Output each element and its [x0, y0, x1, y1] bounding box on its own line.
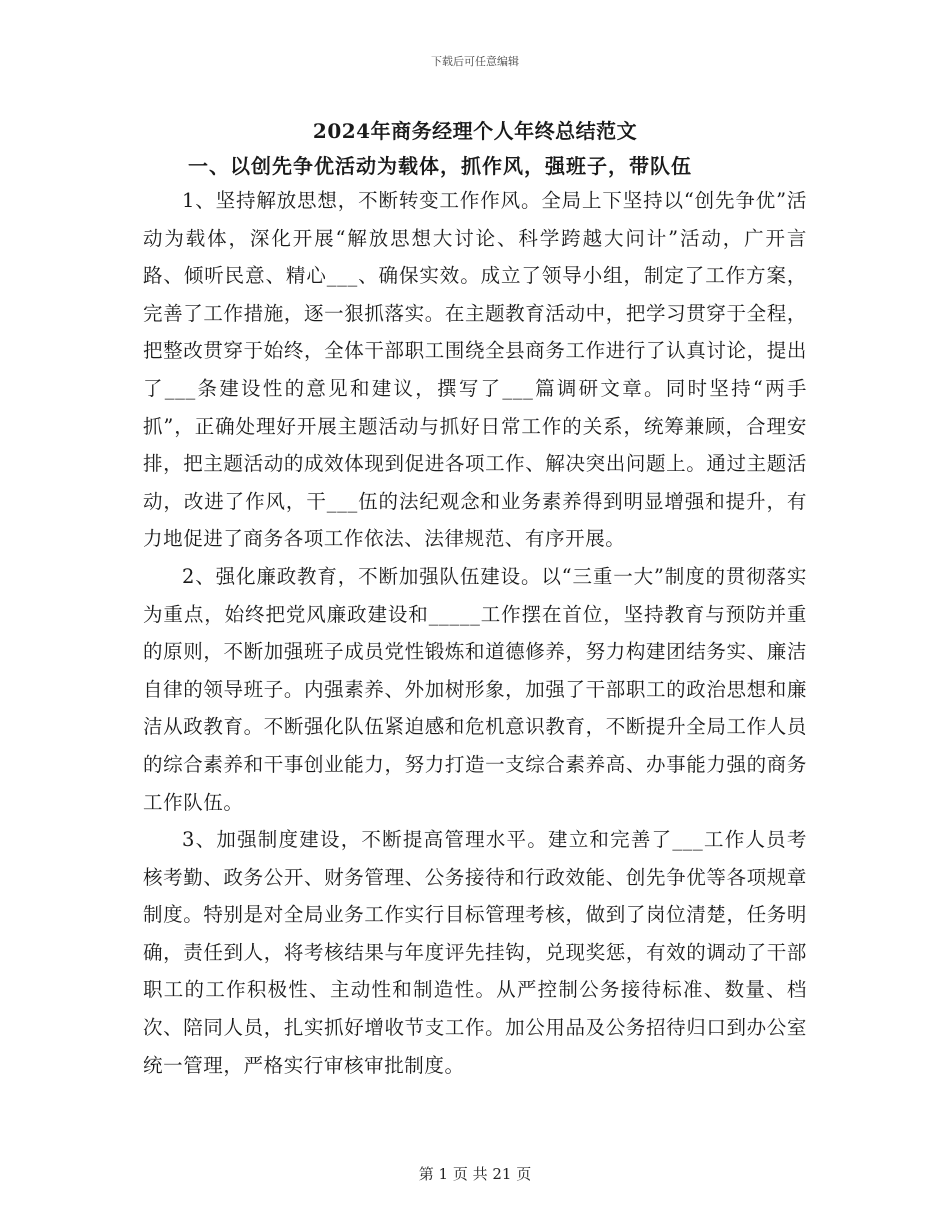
section-heading: 一、以创先争优活动为载体，抓作风，强班子，带队伍 — [188, 154, 692, 178]
paragraph-3: 3、加强制度建设，不断提高管理水平。建立和完善了___工作人员考核考勤、政务公开、财务管理、公务接待和行政效能、创先争优等各项规章制度。特别是对全局业务工作实行目标管理考核，做到了岗位清楚，任务明确，责任到人，将考核结果与年度评先挂钩，兑现奖惩，有效的调动了干部职工的工作积极性、主动性和制造性。从严控制公务接待标准、数量、档次、陪同人员，扎实抓好增收节支工作。加公用品及公务招待归口到办公室统一管理，严格实行审核审批制度。 — [143, 828, 807, 1077]
document-body — [143, 182, 807, 1084]
download-note: 下载后可任意编辑 — [431, 55, 519, 68]
paragraph-1: 1、坚持解放思想，不断转变工作作风。全局上下坚持以“创先争优”活动为载体，深化开展“解放思想大讨论、科学跨越大问计”活动，广开言路、倾听民意、精心___、确保实效。成立了领导小组，制定了工作方案，完善了工作措施，逐一狠抓落实。在主题教育活动中，把学习贯穿于全程，把整改贯穿于始终，全体干部职工围绕全县商务工作进行了认真讨论，提出了___条建设性的意见和建议，撰写了___篇调研文章。同时坚持“两手抓”，正确处理好开展主题活动与抓好日常工作的关系，统筹兼顾，合理安排，把主题活动的成效体现到促进各项工作、解决突出问题上。通过主题活动，改进了作风，干___伍的法纪观念和业务素养得到明显增强和提升，有力地促进了商务各项工作依法、法律规范、有序开展。 — [143, 189, 807, 551]
document-title: 2024年商务经理个人年终总结范文 — [312, 119, 638, 143]
page-number: 第 1 页 共 21 页 — [418, 1165, 532, 1183]
paragraph-2: 2、强化廉政教育，不断加强队伍建设。以“三重一大”制度的贯彻落实为重点，始终把党风廉政建设和_____工作摆在首位，坚持教育与预防并重的原则，不断加强班子成员党性锻炼和道德修养，努力构建团结务实、廉洁自律的领导班子。内强素养、外加树形象，加强了干部职工的政治思想和廉洁从政教育。不断强化队伍紧迫感和危机意识教育，不断提升全局工作人员的综合素养和干事创业能力，努力打造一支综合素养高、办事能力强的商务工作队伍。 — [143, 564, 807, 814]
